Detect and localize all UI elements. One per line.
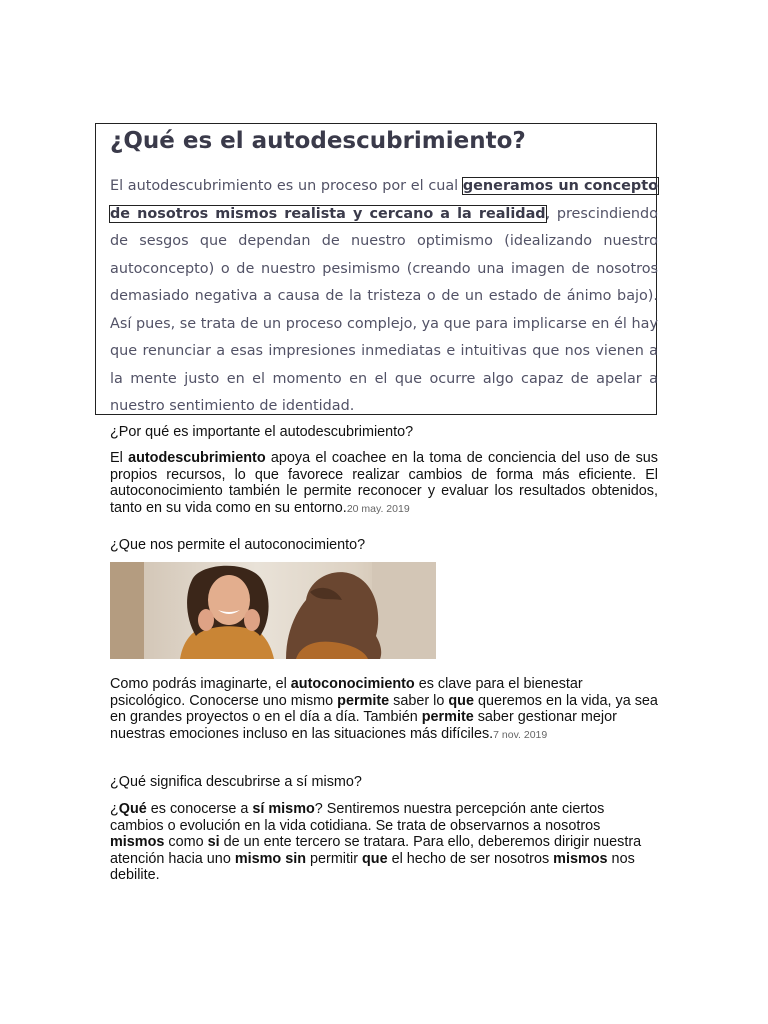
article-intro <box>110 173 658 421</box>
intro-text-end: , prescindiendo de sesgos que dependan de nuestro optimismo (idealizando nuestro autoconcepto) o de nuestro pesimismo (creando una imagen de nosotros demasiado negativa a causa de la tristeza o de un estado de ánimo bajo). Así pues, se trata de un proceso complejo, ya que para implicarse en él hay que renunciar a esas impresiones inmediatas e intuitivas que nos vienen a la mente justo en el momento en el que ocurre algo capaz de apelar a nuestro sentimiento de identidad. <box>110 205 658 414</box>
woman-mirror-photo <box>110 562 436 659</box>
article-title: ¿Qué es el autodescubrimiento? <box>110 128 526 154</box>
intro-highlight: generamos un concepto de nosotros mismos realista y cercano a la realidad <box>110 178 658 222</box>
answer-self-discovery: ¿Qué es conocerse a sí mismo? Sentiremos nuestra percepción ante ciertos cambios o evolución en la vida cotidiana. Se trata de observarnos a nosotros mismos como si de un ente tercero se tratara. Para ello, deberemos dirigir nuestra atención hacia uno mismo sin permitir que el hecho de ser nosotros mismos nos debilite. <box>110 801 642 884</box>
question-importance: ¿Por qué es importante el autodescubrimiento? <box>110 424 414 440</box>
question-self-knowledge: ¿Que nos permite el autoconocimiento? <box>110 537 366 553</box>
answer-importance: El autodescubrimiento apoya el coachee en la toma de conciencia del uso de sus propios recursos, lo que favorece realizar cambios de forma más eficiente. El autoconocimiento también le permite reconocer y evaluar los resultados obtenidos, tanto en su vida como en su entorno.20 may. 2019 <box>110 450 658 516</box>
date-label: 7 nov. 2019 <box>493 728 548 741</box>
date-label: 20 may. 2019 <box>346 502 410 515</box>
question-self-discovery: ¿Qué significa descubrirse a sí mismo? <box>110 774 362 790</box>
intro-text-start: El autodescubrimiento es un proceso por el cual <box>110 178 463 194</box>
answer-self-knowledge: Como podrás imaginarte, el autoconocimiento es clave para el bienestar psicológico. Conocerse uno mismo permite saber lo que queremos en la vida, ya sea en grandes proyectos o en el día a día. También permite saber gestionar mejor nuestras emociones incluso en las situaciones más difíciles.7 nov. 2019 <box>110 676 658 742</box>
